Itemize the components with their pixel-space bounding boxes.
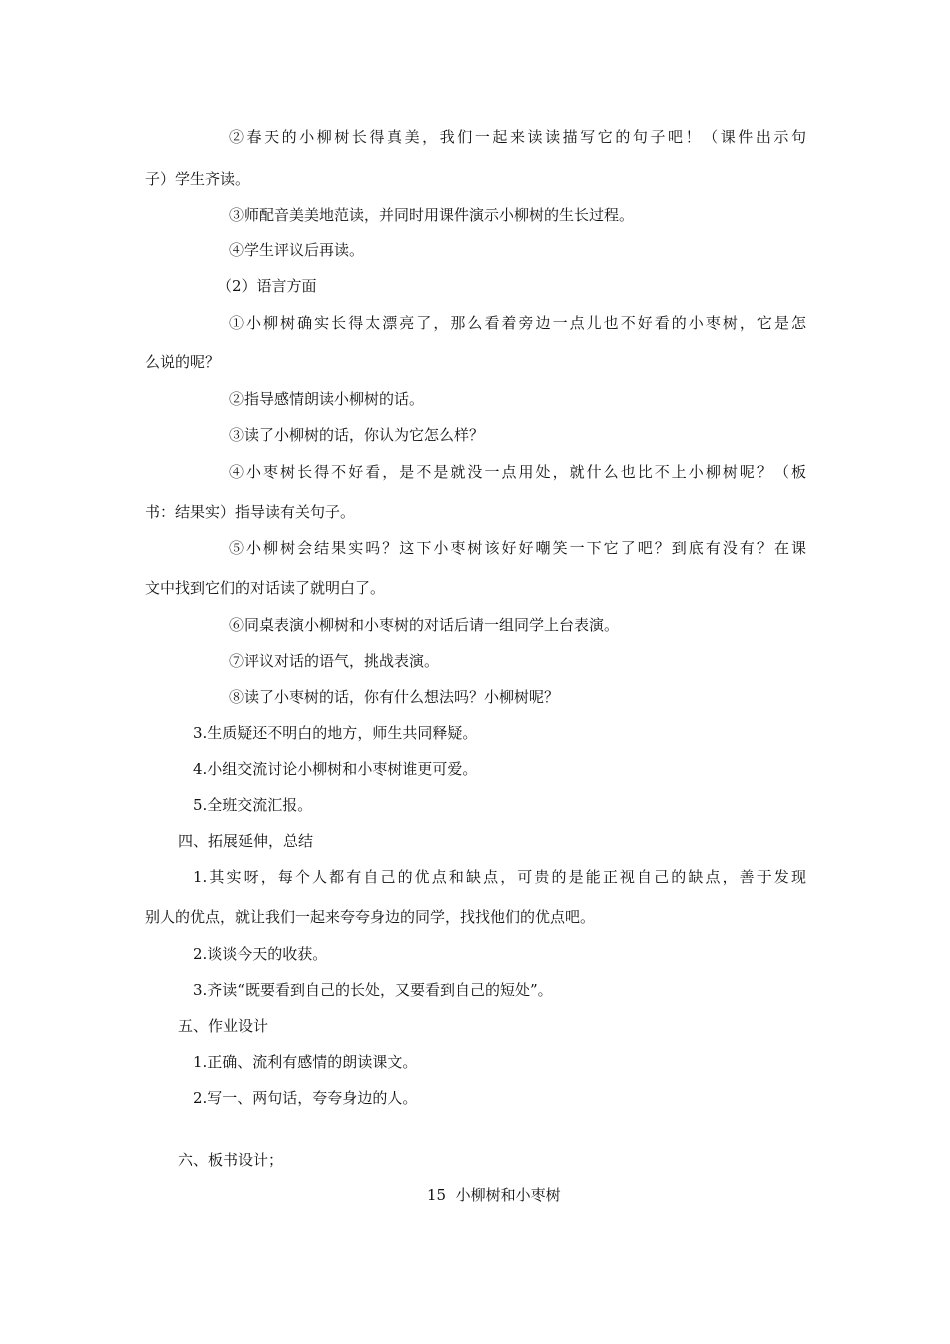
list-item: 5.全班交流汇报。 [193,796,313,814]
paragraph-line: ②指导感情朗读小柳树的话。 [229,390,425,408]
paragraph-line: ⑦评议对话的语气，挑战表演。 [229,652,440,670]
paragraph-line: ④学生评议后再读。 [229,241,365,259]
paragraph-line: 子）学生齐读。 [145,170,251,188]
list-item: 4.小组交流讨论小柳树和小枣树谁更可爱。 [193,760,478,778]
paragraph-line: ③读了小柳树的话，你认为它怎么样？ [229,426,485,444]
paragraph-line: ⑥同桌表演小柳树和小枣树的对话后请一组同学上台表演。 [229,616,620,634]
paragraph-line: ①小柳树确实长得太漂亮了，那么看着旁边一点儿也不好看的小枣树，它是怎 [229,314,806,332]
list-item: 1.其实呀，每个人都有自己的优点和缺点，可贵的是能正视自己的缺点，善于发现 [193,868,806,886]
paragraph-line: 别人的优点，就让我们一起来夸夸身边的同学，找找他们的优点吧。 [145,908,596,926]
list-item: 2.写一、两句话，夸夸身边的人。 [193,1089,418,1107]
list-item: 1.正确、流利有感情的朗读课文。 [193,1053,418,1071]
paragraph-line: ④小枣树长得不好看，是不是就没一点用处，就什么也比不上小柳树呢？（板 [229,463,806,481]
section-heading: 六、板书设计； [178,1151,284,1169]
list-item: 3.生质疑还不明白的地方，师生共同释疑。 [193,724,478,742]
paragraph-line: ⑤小柳树会结果实吗？这下小枣树该好好嘲笑一下它了吧？到底有没有？在课 [229,539,806,557]
list-item: 2.谈谈今天的收获。 [193,945,328,963]
paragraph-line: ⑧读了小枣树的话，你有什么想法吗？小柳树呢？ [229,688,560,706]
list-item: 3.齐读“既要看到自己的长处，又要看到自己的短处”。 [193,981,553,999]
board-title: 15 小柳树和小枣树 [427,1186,561,1204]
paragraph-line: 书：结果实）指导读有关句子。 [145,503,356,521]
section-heading: 五、作业设计 [178,1017,269,1035]
paragraph-line: 么说的呢？ [145,353,221,371]
paragraph-line: ③师配音美美地范读，并同时用课件演示小柳树的生长过程。 [229,206,635,224]
section-heading: （2）语言方面 [217,277,317,295]
paragraph-line: 文中找到它们的对话读了就明白了。 [145,579,386,597]
paragraph-line: ②春天的小柳树长得真美，我们一起来读读描写它的句子吧！（课件出示句 [229,128,806,146]
section-heading: 四、拓展延伸，总结 [178,832,314,850]
